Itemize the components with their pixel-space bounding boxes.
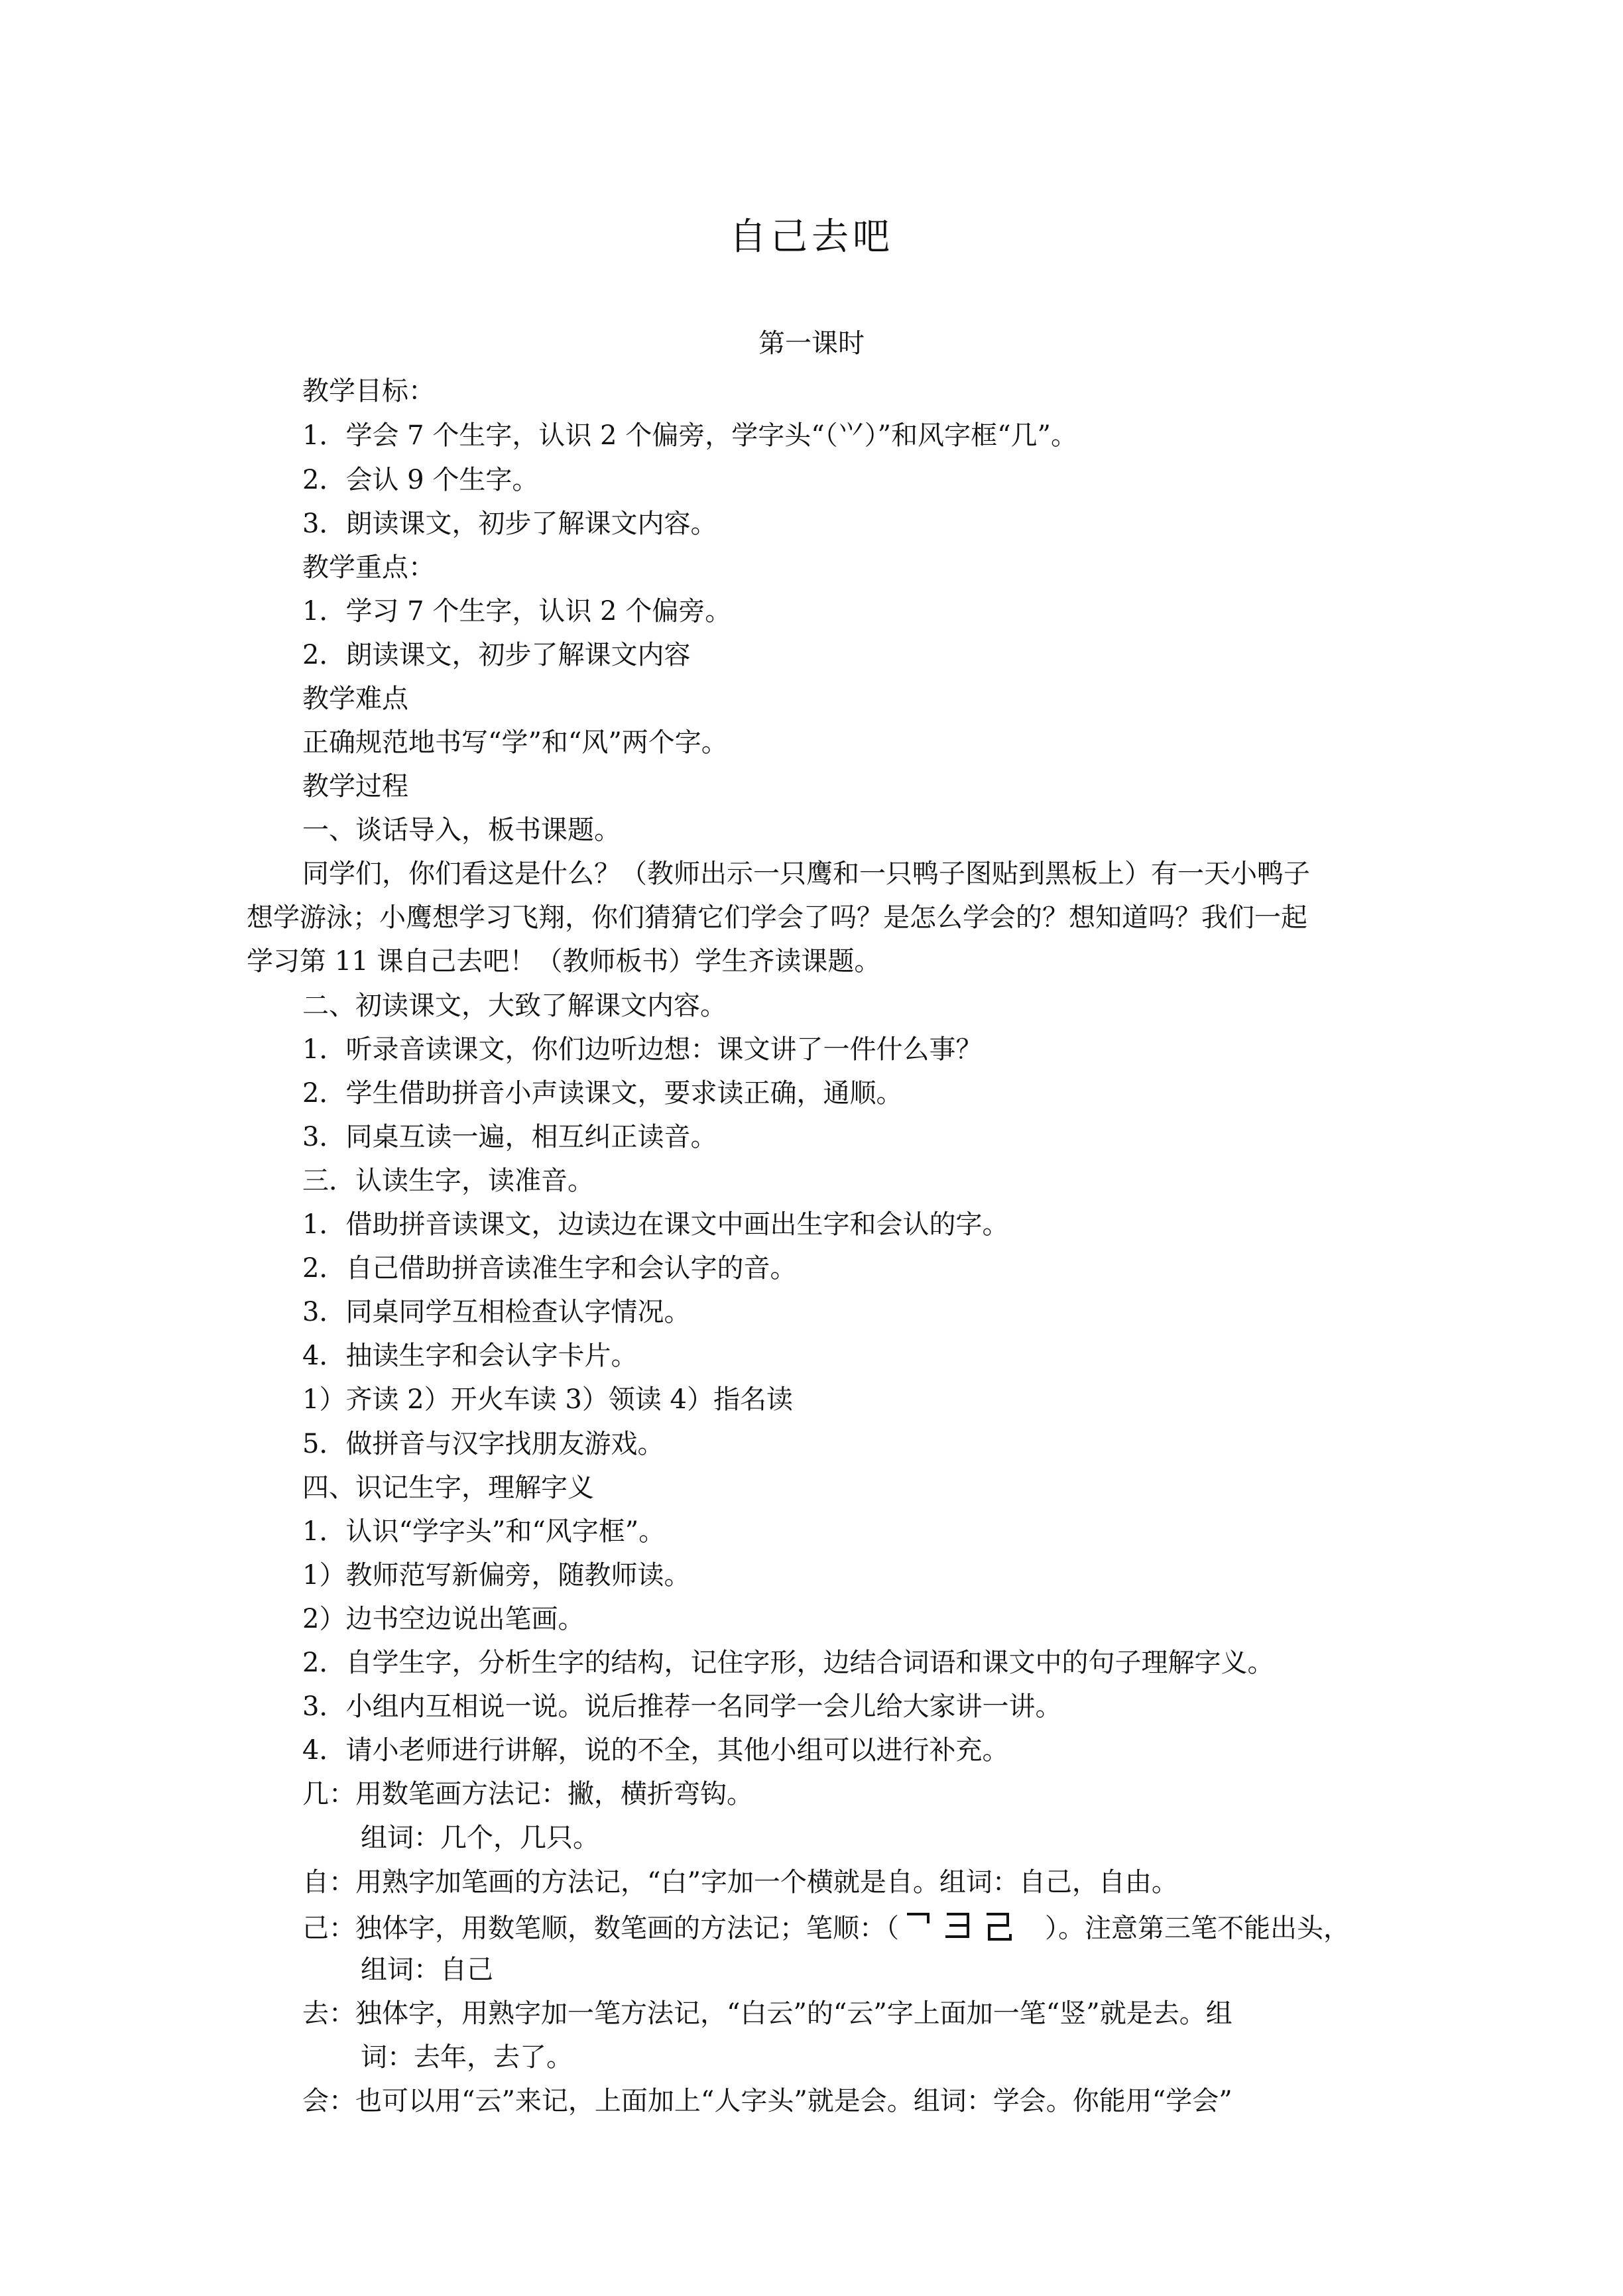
section-heading-objectives: 教学目标： xyxy=(302,376,435,406)
page-title: 自己去吧 xyxy=(729,215,894,259)
list-item: 4．抽读生字和会认字卡片。 xyxy=(302,1341,638,1371)
step-heading: 四、识记生字，理解字义 xyxy=(302,1473,594,1503)
section-heading-difficulties: 教学难点 xyxy=(302,684,408,714)
list-item: 3．小组内互相说一说。说后推荐一名同学一会儿给大家讲一讲。 xyxy=(302,1691,1062,1722)
list-item: 5．做拼音与汉字找朋友游戏。 xyxy=(302,1429,664,1459)
character-note-continuation: 组词：几个，几只。 xyxy=(361,1823,599,1853)
list-item: 3．同桌同学互相检查认字情况。 xyxy=(302,1297,691,1327)
character-note-hui: 会：也可以用“云”来记，上面加上“人字头”就是会。组词：学会。你能用“学会” xyxy=(302,2086,1232,2116)
character-note-zi: 自：用熟字加笔画的方法记，“白”字加一个横就是自。组词：自己，自由。 xyxy=(302,1867,1178,1898)
lesson-period-heading: 第一课时 xyxy=(758,328,865,359)
list-item: 1．学习 7 个生字，认识 2 个偏旁。 xyxy=(302,596,732,627)
list-item: 2．自学生字，分析生字的结构，记住字形，边结合词语和课文中的句子理解字义。 xyxy=(302,1648,1274,1678)
list-item: 1）齐读 2）开火车读 3）领读 4）指名读 xyxy=(302,1384,793,1415)
character-note-continuation: 词：去年，去了。 xyxy=(361,2042,573,2073)
list-item: 2）边书空边说出笔画。 xyxy=(302,1604,585,1634)
note-text: 己：独体字，用数笔顺，数笔画的方法记；笔顺：（ xyxy=(302,1913,899,1944)
paragraph: 正确规范地书写“学”和“风”两个字。 xyxy=(302,727,728,758)
paragraph-line: 想学游泳；小鹰想学习飞翔，你们猜猜它们学会了吗？是怎么学会的？想知道吗？我们一起 xyxy=(247,902,1307,933)
list-item: 1．认识“学字头”和“风字框”。 xyxy=(302,1516,666,1547)
list-item: 1）教师范写新偏旁，随教师读。 xyxy=(302,1560,691,1591)
step-heading: 一、谈话导入，板书课题。 xyxy=(302,815,621,845)
note-text-tail: ）。注意第三笔不能出头， xyxy=(1045,1913,1350,1944)
list-item: 2．会认 9 个生字。 xyxy=(302,465,539,495)
section-heading-key-points: 教学重点： xyxy=(302,552,435,583)
list-item: 1．听录音读课文，你们边听边想：课文讲了一件什么事？ xyxy=(302,1034,983,1065)
paragraph-line: 学习第 11 课自己去吧！（教师板书）学生齐读课题。 xyxy=(247,946,881,977)
list-item: 1．学会 7 个生字，认识 2 个偏旁，学字头“（⺍）”和风字框“几”。 xyxy=(302,420,1078,451)
list-item: 3．朗读课文，初步了解课文内容。 xyxy=(302,509,717,539)
character-note-continuation: 组词：自己 xyxy=(361,1955,493,1985)
character-note-ji: 几：用数笔画方法记：撇，横折弯钩。 xyxy=(302,1779,753,1809)
step-heading: 二、初读课文，大致了解课文内容。 xyxy=(302,991,727,1021)
stroke-order-icon xyxy=(899,1906,1045,1955)
list-item: 2．自己借助拼音读准生字和会认字的音。 xyxy=(302,1253,797,1284)
character-note-ji-self xyxy=(302,1906,1350,1955)
list-item: 4．请小老师进行讲解，说的不全，其他小组可以进行补充。 xyxy=(302,1735,1009,1766)
list-item: 2．学生借助拼音小声读课文，要求读正确，通顺。 xyxy=(302,1078,903,1109)
list-item: 2．朗读课文，初步了解课文内容 xyxy=(302,640,691,670)
paragraph-line: 同学们，你们看这是什么？（教师出示一只鹰和一只鸭子图贴到黑板上）有一天小鸭子 xyxy=(302,859,1310,889)
list-item: 3．同桌互读一遍，相互纠正读音。 xyxy=(302,1122,717,1152)
step-heading: 三．认读生字，读准音。 xyxy=(302,1166,594,1196)
list-item: 1．借助拼音读课文，边读边在课文中画出生字和会认的字。 xyxy=(302,1209,1009,1240)
section-heading-process: 教学过程 xyxy=(302,771,408,802)
character-note-qu: 去：独体字，用熟字加一笔方法记，“白云”的“云”字上面加一笔“竖”就是去。组 xyxy=(302,1998,1232,2029)
